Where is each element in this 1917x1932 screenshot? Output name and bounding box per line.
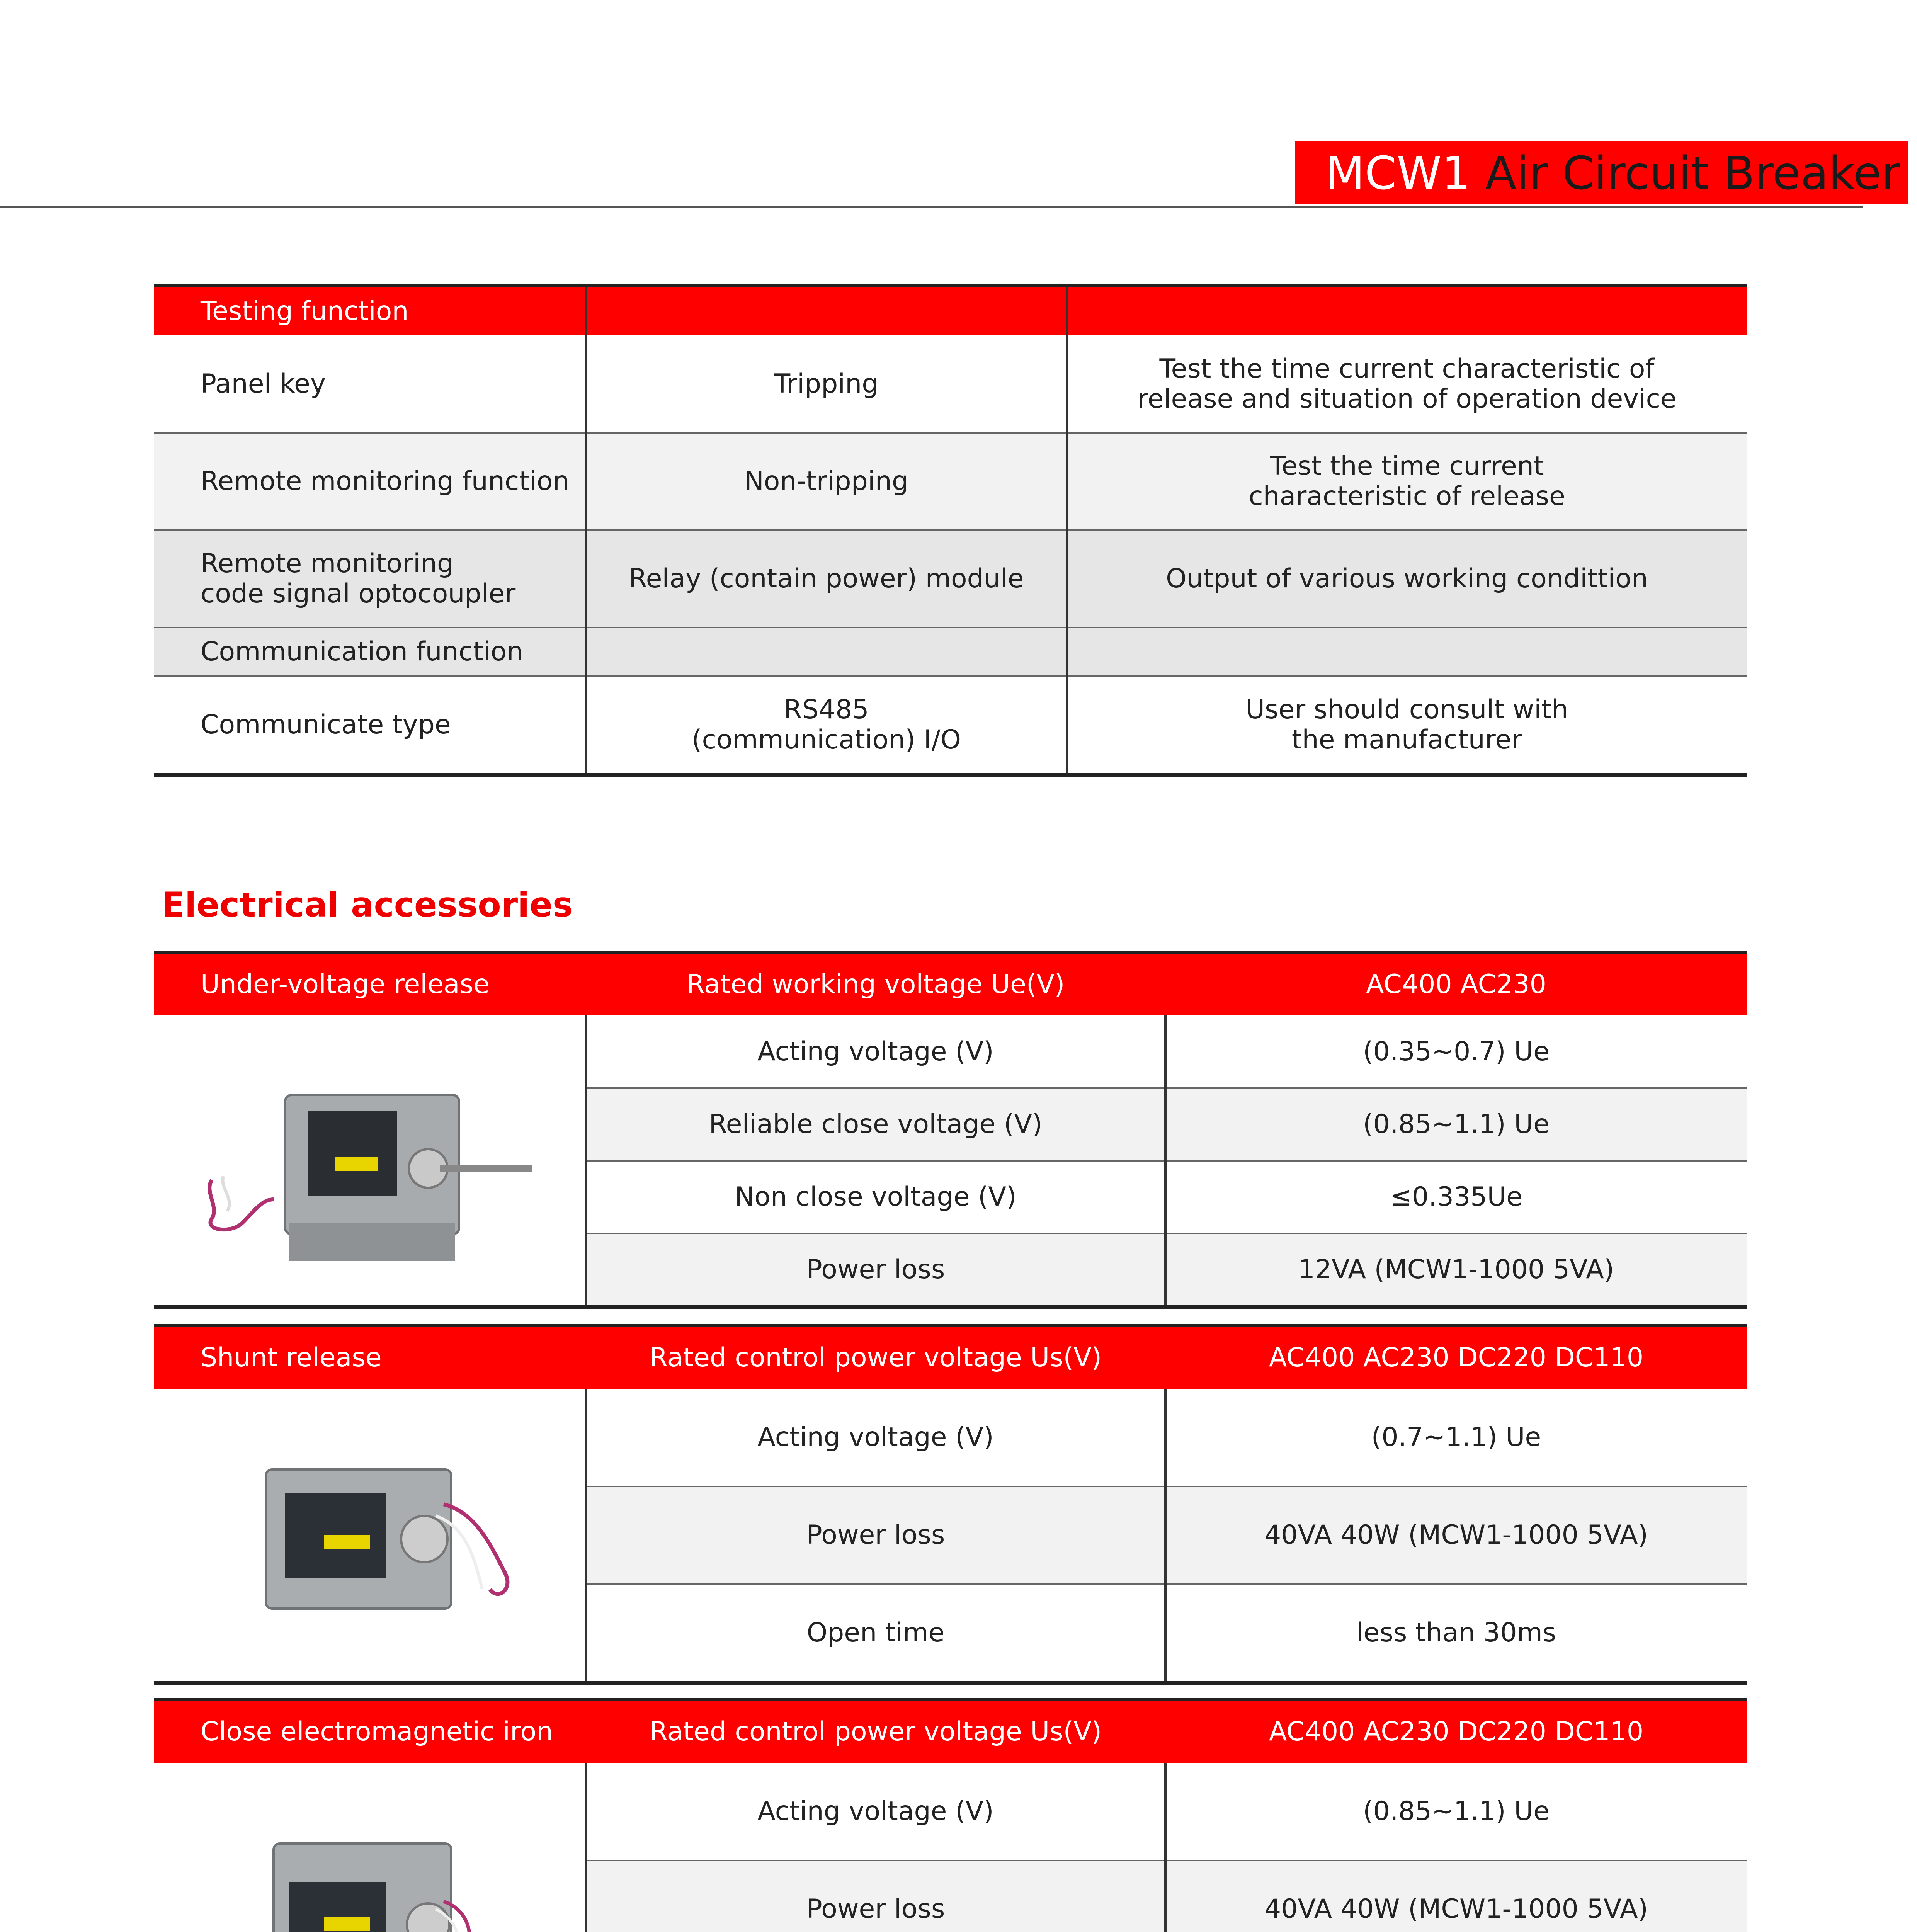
spec-value: less than 30ms: [1165, 1584, 1747, 1682]
spec-value: ≤0.335Ue: [1165, 1161, 1747, 1233]
spec-label: Non close voltage (V): [586, 1161, 1165, 1233]
accessory-name: Shunt release: [154, 1327, 586, 1389]
table-row-label: Remote monitoring code signal optocoupler: [154, 530, 586, 628]
shunt-release-image: [154, 1389, 586, 1682]
table-row-label: Panel key: [154, 335, 586, 433]
table-cell: Tripping: [586, 335, 1067, 433]
under-voltage-release-image: [154, 1015, 586, 1306]
rated-label: Rated working voltage Ue(V): [586, 954, 1165, 1015]
header-rule: [0, 206, 1863, 208]
table-row-label: Remote monitoring function: [154, 433, 586, 530]
block-top-border: [154, 951, 1747, 954]
spec-label: Open time: [586, 1584, 1165, 1682]
row-divider: [154, 627, 1747, 628]
table-header-cell: Testing function: [154, 287, 586, 335]
spec-label: Acting voltage (V): [586, 1015, 1165, 1088]
table-row-label: Communication function: [154, 628, 586, 676]
spec-value: (0.7~1.1) Ue: [1165, 1389, 1747, 1486]
block-bottom-border: [154, 1681, 1747, 1685]
table-cell: [586, 628, 1067, 676]
rated-label: Rated control power voltage Us(V): [586, 1701, 1165, 1763]
spec-value: 12VA (MCW1-1000 5VA): [1165, 1233, 1747, 1306]
spec-label: Acting voltage (V): [586, 1763, 1165, 1861]
accessory-name: Under-voltage release: [154, 954, 586, 1015]
rated-value: AC400 AC230 DC220 DC110: [1165, 1701, 1747, 1763]
table-cell: Test the time current characteristic of release and situation of operation device: [1067, 335, 1747, 433]
spec-label: Reliable close voltage (V): [586, 1088, 1165, 1161]
spec-label: Power loss: [586, 1233, 1165, 1306]
rated-value: AC400 AC230: [1165, 954, 1747, 1015]
table-header-cell: [1067, 287, 1747, 335]
section-title: Electrical accessories: [162, 885, 573, 925]
column-divider: [1066, 287, 1068, 774]
table-bottom-border: [154, 773, 1747, 777]
block-top-border: [154, 1698, 1747, 1701]
page-title-prefix: MCW1: [1325, 146, 1471, 200]
column-divider: [585, 1015, 587, 1306]
table-cell: Output of various working condittion: [1067, 530, 1747, 628]
column-divider: [585, 1389, 587, 1682]
column-divider: [585, 1763, 587, 1932]
spec-value: 40VA 40W (MCW1-1000 5VA): [1165, 1861, 1747, 1932]
spec-value: (0.85~1.1) Ue: [1165, 1763, 1747, 1861]
block-bottom-border: [154, 1305, 1747, 1309]
accessory-name: Close electromagnetic iron: [154, 1701, 586, 1763]
rated-label: Rated control power voltage Us(V): [586, 1327, 1165, 1389]
spec-value: (0.35~0.7) Ue: [1165, 1015, 1747, 1088]
spec-value: (0.85~1.1) Ue: [1165, 1088, 1747, 1161]
spec-label: Power loss: [586, 1486, 1165, 1584]
table-cell: RS485 (communication) I/O: [586, 676, 1067, 774]
close-electromagnet-image: [154, 1763, 586, 1932]
spec-label: Power loss: [586, 1861, 1165, 1932]
table-cell: Non-tripping: [586, 433, 1067, 530]
page-title-rest: Air Circuit Breaker: [1470, 146, 1900, 200]
column-divider: [1164, 1389, 1167, 1682]
table-cell: [1067, 628, 1747, 676]
table-cell: User should consult with the manufacturer: [1067, 676, 1747, 774]
spec-value: 40VA 40W (MCW1-1000 5VA): [1165, 1486, 1747, 1584]
column-divider: [585, 287, 587, 774]
row-divider: [154, 675, 1747, 677]
spec-label: Acting voltage (V): [586, 1389, 1165, 1486]
column-divider: [1164, 1763, 1167, 1932]
table-top-border: [154, 284, 1747, 287]
row-divider: [154, 432, 1747, 434]
row-divider: [154, 529, 1747, 531]
block-top-border: [154, 1324, 1747, 1327]
table-row-label: Communicate type: [154, 676, 586, 774]
table-cell: Relay (contain power) module: [586, 530, 1067, 628]
column-divider: [1164, 1015, 1167, 1306]
rated-value: AC400 AC230 DC220 DC110: [1165, 1327, 1747, 1389]
page-title: [1325, 141, 1900, 204]
table-header-cell: [586, 287, 1067, 335]
table-cell: Test the time current characteristic of release: [1067, 433, 1747, 530]
